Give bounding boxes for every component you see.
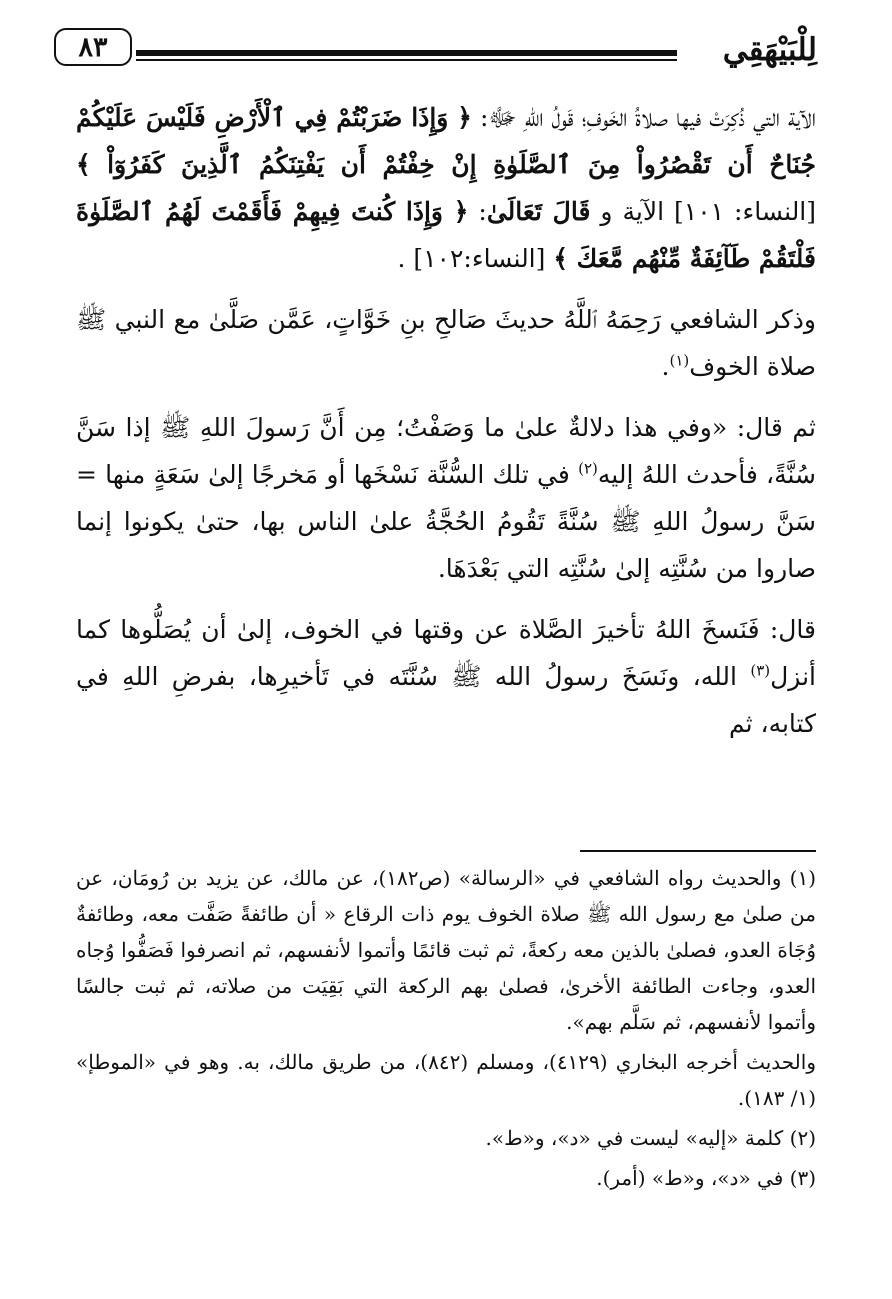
footnote-ref-2[interactable]: (٢) bbox=[578, 459, 598, 478]
text-run: الآية التي ذُكِرَتْ فيها صلاةُ الخَوفِ؛ قَولُ اللهِ ﷻ: bbox=[471, 103, 816, 132]
footnote-2: (٢) كلمة «إليه» ليست في «د»، و«ط». bbox=[485, 1126, 816, 1150]
quran-verse-2: ﴿ وَإِذَا كُنتَ فِيهِمْ فَأَقَمْتَ لَهُمُ ٱلصَّلَوٰةَ فَلْتَقُمْ طَآئِفَةٌ مِّنْهُم مَّعَكَ ﴾ bbox=[76, 197, 816, 273]
footnote-ref-1[interactable]: (١) bbox=[669, 351, 690, 370]
footnote-ref-3[interactable]: (٣) bbox=[750, 661, 771, 680]
paragraph-khawf bbox=[76, 606, 816, 747]
text-run: وذكر الشافعي رَحِمَهُ ٱللَّهُ حديثَ صَالحِ بنِ خَوَّاتٍ، عَمَّن صَلَّىٰ مع النبي ﷺ صلاة الخوف bbox=[76, 305, 816, 381]
paragraph-naskh bbox=[76, 404, 816, 592]
main-text bbox=[76, 94, 816, 747]
footnotes bbox=[76, 860, 816, 1200]
paragraph-verses bbox=[76, 94, 816, 282]
qaal-taala: قَالَ تَعَالَىٰ bbox=[486, 197, 591, 226]
text-run: . bbox=[661, 352, 670, 381]
footnote-1: (١) والحديث رواه الشافعي في «الرسالة» (ص١٨٢)، عن مالك، عن يزيد بن رُومَان، عن من صلىٰ مع رسول الله ﷺ صلاة الخوف يوم ذات الرقاع « أن طائفةً صَفَّت معه، وطائفةٌ وُجَاهَ العدو، فصلىٰ بالذين معه ركعةً، ثم ثبت قائمًا وأتموا لأنفسهم، ثم انصرفوا فَصَفُّوا وُجاه العدو، وجاءت الطائفة الأخرىٰ، فصلىٰ بهم الركعة التي بَقِيَت من صلاته، ثم ثبت جالسًا وأتموا لأنفسهم، ثم سَلَّم بهم». bbox=[76, 866, 817, 1034]
text-run: ثم قال: «وفي هذا دلالةٌ علىٰ ما وَصَفْتُ؛ مِن أَنَّ رَسولَ اللهِ ﷺ إذا سَنَّ سُنَّةً، فأحدث اللهُ إليه bbox=[76, 413, 816, 489]
text-run: [النساء: ١٠١] الآية و bbox=[590, 197, 817, 226]
text-run: في تلك السُّنَّة نَسْخَها أو مَخرجًا إلىٰ سَعَةٍ منها = سَنَّ رسولُ اللهِ ﷺ سُنَّةً تَقُومُ الحُجَّةُ علىٰ الناس بها، حتىٰ يكونوا إنما صاروا من سُنَّتِه إلىٰ سُنَّتِه التي بَعْدَهَا. bbox=[76, 460, 816, 583]
quran-verse-1: ﴿ وَإِذَا ضَرَبْتُمْ فِي ٱلْأَرْضِ فَلَيْسَ عَلَيْكُمْ جُنَاحٌ أَن تَقْصُرُواْ مِنَ ٱلصَّلَوٰةِ إِنْ خِفْتُمْ أَن يَفْتِنَكُمُ ٱلَّذِينَ كَفَرُوٓاْ ﴾ bbox=[76, 103, 816, 179]
header-rule-thick bbox=[136, 50, 677, 56]
page-header bbox=[40, 28, 817, 72]
header-rule-thin bbox=[136, 59, 677, 61]
footnote-1-continued: والحديث أخرجه البخاري (٤١٢٩)، ومسلم (٨٤٢)، من طريق مالك، به. وهو في «الموطإ» (١/ ١٨٣). bbox=[76, 1050, 816, 1110]
footnote-3: (٣) في «د»، و«ط» (أمر). bbox=[596, 1166, 816, 1190]
footnote-separator bbox=[580, 850, 816, 852]
running-title: لِلْبَيْهَقِي bbox=[722, 32, 817, 68]
text-run: قال: فَنَسخَ اللهُ تأخيرَ الصَّلاة عن وقتها في الخوف، إلىٰ أن يُصَلُّوها كما أنزل bbox=[76, 615, 816, 691]
paragraph-shafii bbox=[76, 296, 816, 390]
text-run: الله، ونَسَخَ رسولُ الله ﷺ سُنَّتَه في تَأخيرِها، بفرضِ اللهِ في كتابه، ثم bbox=[76, 662, 816, 738]
text-run: [النساء:١٠٢] . bbox=[397, 244, 554, 273]
text-run: : bbox=[468, 197, 487, 226]
page-number: ٨٣ bbox=[54, 28, 132, 66]
